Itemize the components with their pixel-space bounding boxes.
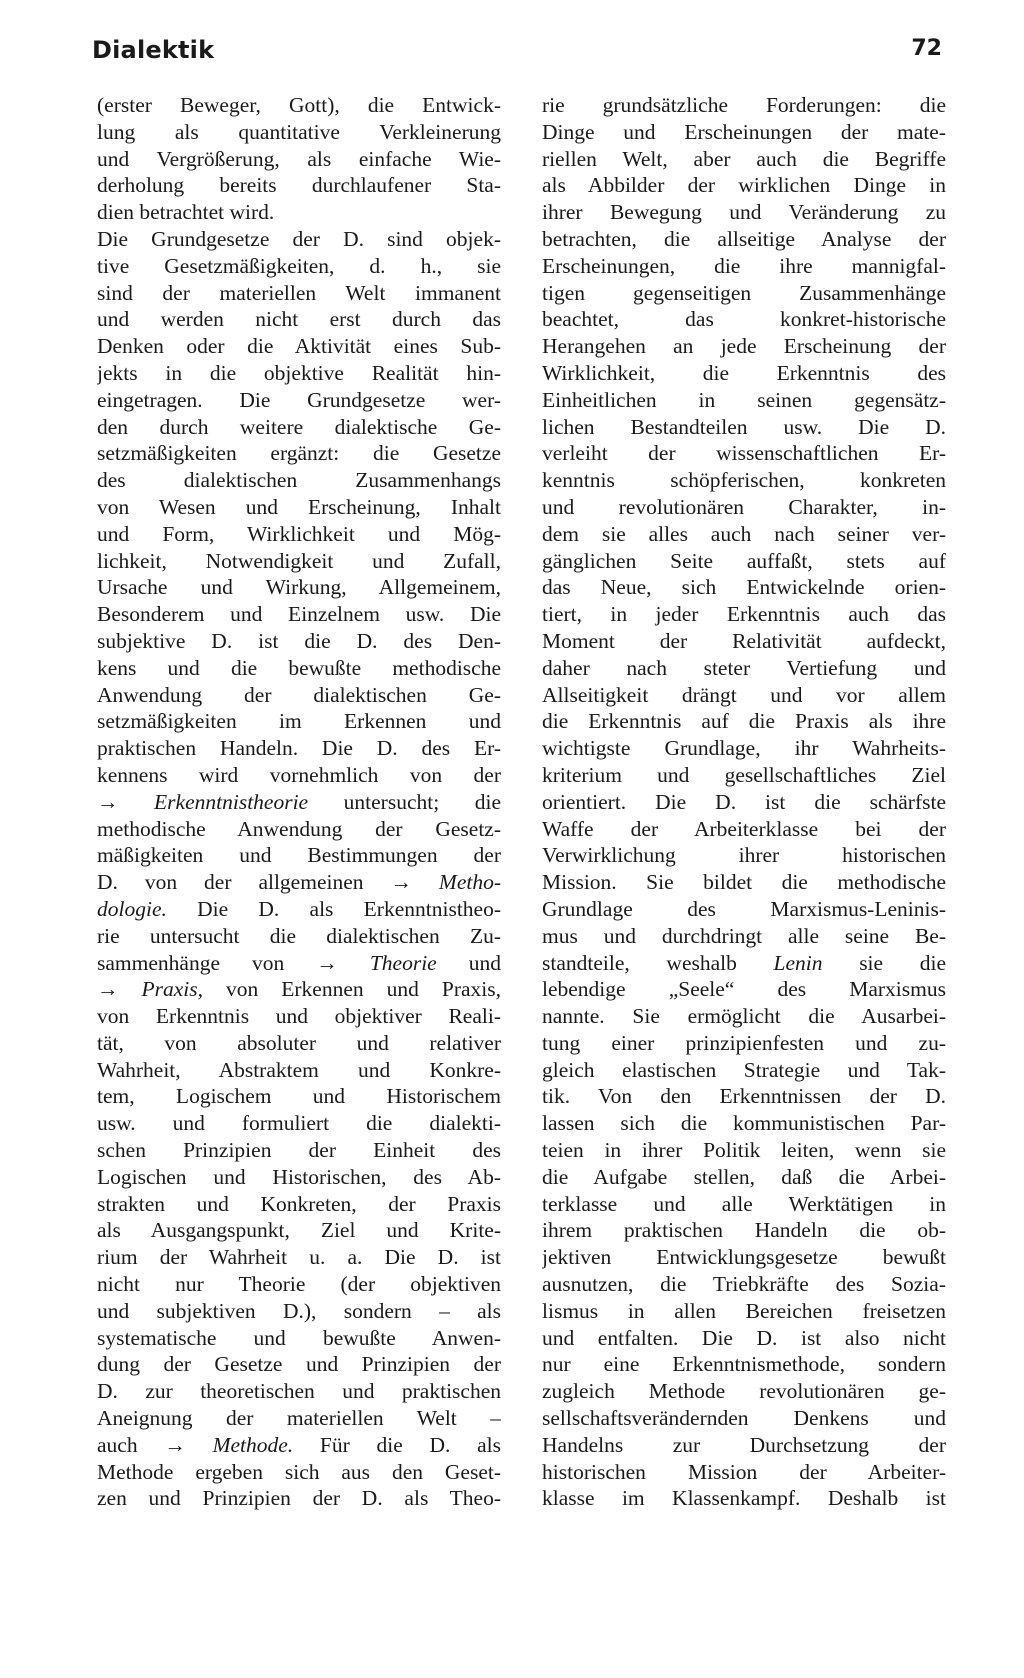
text-line: Wirklichkeit, die Erkenntnis des: [542, 360, 946, 385]
text-line: und Form, Wirklichkeit und Mög-: [97, 521, 501, 546]
text-line: praktischen Handeln. Die D. des Er-: [97, 736, 501, 761]
line-text: →: [97, 789, 155, 814]
text-line: klasse im Klassenkampf. Deshalb ist: [542, 1486, 946, 1511]
line-text: →: [97, 977, 142, 1002]
text-line: subjektive D. ist die D. des Den-: [97, 628, 501, 653]
cross-reference-term[interactable]: Methode.: [212, 1432, 294, 1457]
text-line: Die Grundgesetze der D. sind objek-: [97, 226, 501, 251]
text-line: jektiven Entwicklungsgesetze bewußt: [542, 1245, 946, 1270]
text-line: Methode ergeben sich aus den Geset-: [97, 1459, 501, 1484]
line-text: D. von der allgemeinen →: [97, 870, 439, 895]
text-line: [97, 869, 501, 896]
text-line: [97, 1432, 501, 1459]
text-line: gleich elastischen Strategie und Tak-: [542, 1057, 946, 1082]
text-line: lassen sich die kommunistischen Par-: [542, 1111, 946, 1136]
page-number: 72: [911, 36, 942, 61]
text-line: des dialektischen Zusammenhangs: [97, 468, 501, 493]
text-line: derholung bereits durchlaufener Sta-: [97, 173, 501, 198]
text-line: [97, 896, 501, 923]
text-line: Dinge und Erscheinungen der mate-: [542, 119, 946, 144]
line-text: auch →: [97, 1432, 213, 1457]
line-text: standteile, weshalb: [542, 950, 774, 975]
text-line: riellen Welt, aber auch die Begriffe: [542, 146, 946, 171]
text-line: Verwirklichung ihrer historischen: [542, 843, 946, 868]
text-line: kennens wird vornehmlich von der: [97, 762, 501, 787]
text-line: und revolutionären Charakter, in-: [542, 494, 946, 519]
text-line: betrachten, die allseitige Analyse der: [542, 226, 946, 251]
text-line: ihrem praktischen Handeln die ob-: [542, 1218, 946, 1243]
text-line: nannte. Sie ermöglicht die Ausarbei-: [542, 1004, 946, 1029]
text-line: Besonderem und Einzelnem usw. Die: [97, 602, 501, 627]
text-line: jekts in die objektive Realität hin-: [97, 360, 501, 385]
text-line: Einheitlichen in seinen gegensätz-: [542, 387, 946, 412]
text-line: (erster Beweger, Gott), die Entwick-: [97, 93, 501, 117]
text-line: Denken oder die Aktivität eines Sub-: [97, 334, 501, 359]
line-text: sie die: [822, 950, 946, 975]
text-line: strakten und Konkreten, der Praxis: [97, 1191, 501, 1216]
text-line: beachtet, das konkret-historische: [542, 307, 946, 332]
text-line: dien betrachtet wird.: [97, 200, 275, 225]
line-text: sammenhänge von →: [97, 950, 370, 975]
text-line: ausnutzen, die Triebkräfte des Sozia-: [542, 1272, 946, 1297]
text-line: usw. und formuliert die dialekti-: [97, 1111, 501, 1136]
text-line: rie untersucht die dialektischen Zu-: [97, 923, 501, 948]
cross-reference-term[interactable]: Erkenntnistheorie: [154, 789, 309, 814]
text-line: rie grundsätzliche Forderungen: die: [542, 93, 946, 117]
text-line: von Erkenntnis und objektiver Reali-: [97, 1004, 501, 1029]
text-line: sellschaftsverändernden Denkens und: [542, 1406, 946, 1431]
text-line: terklasse und alle Werktätigen in: [542, 1191, 946, 1216]
text-line: Aneignung der materiellen Welt –: [97, 1406, 501, 1431]
left-text-column: [97, 92, 501, 1512]
text-line: lebendige „Seele“ des Marxismus: [542, 977, 946, 1002]
text-line: kriterium und gesellschaftliches Ziel: [542, 762, 946, 787]
text-line: als Ausgangspunkt, Ziel und Krite-: [97, 1218, 501, 1243]
text-line: verleiht der wissenschaftlichen Er-: [542, 441, 946, 466]
text-line: den durch weitere dialektische Ge-: [97, 414, 501, 439]
text-line: lung als quantitative Verkleinerung: [97, 119, 501, 144]
text-line: und subjektiven D.), sondern – als: [97, 1298, 501, 1323]
text-line: setzmäßigkeiten ergänzt: die Gesetze: [97, 441, 501, 466]
cross-reference-term[interactable]: dologie.: [97, 896, 167, 921]
text-line: zugleich Methode revolutionären ge-: [542, 1379, 946, 1404]
text-line: kens und die bewußte methodische: [97, 655, 501, 680]
text-line: lichen Bestandteilen usw. Die D.: [542, 414, 946, 439]
text-line: [97, 789, 501, 816]
text-line: lismus in allen Bereichen freisetzen: [542, 1298, 946, 1323]
text-line: Handelns zur Durchsetzung der: [542, 1432, 946, 1457]
text-line: ihrer Bewegung und Veränderung zu: [542, 200, 946, 225]
text-line: historischen Mission der Arbeiter-: [542, 1459, 946, 1484]
text-line: eingetragen. Die Grundgesetze wer-: [97, 387, 501, 412]
text-line: teien in ihrer Politik leiten, wenn sie: [542, 1138, 946, 1163]
right-text-column: [542, 92, 946, 1512]
text-line: setzmäßigkeiten im Erkennen und: [97, 709, 501, 734]
text-line: die Aufgabe stellen, daß die Arbei-: [542, 1164, 946, 1189]
line-text: Die D. als Erkenntnistheo-: [166, 896, 501, 921]
text-line: Wahrheit, Abstraktem und Konkre-: [97, 1057, 501, 1082]
cross-reference-term[interactable]: Theorie: [369, 950, 437, 975]
text-line: Moment der Relativität aufdeckt,: [542, 628, 946, 653]
text-line: D. zur theoretischen und praktischen: [97, 1379, 501, 1404]
text-line: Waffe der Arbeiterklasse bei der: [542, 816, 946, 841]
text-line: schen Prinzipien der Einheit des: [97, 1138, 501, 1163]
text-line: Allseitigkeit drängt und vor allem: [542, 682, 946, 707]
running-head-title: Dialektik: [92, 36, 215, 64]
text-line: mäßigkeiten und Bestimmungen der: [97, 843, 501, 868]
text-line: Grundlage des Marxismus-Leninis-: [542, 896, 946, 921]
text-line: und werden nicht erst durch das: [97, 307, 501, 332]
text-line: tung einer prinzipienfesten und zu-: [542, 1030, 946, 1055]
text-line: gänglichen Seite auffaßt, stets auf: [542, 548, 946, 573]
text-line: Ursache und Wirkung, Allgemeinem,: [97, 575, 501, 600]
text-line: tive Gesetzmäßigkeiten, d. h., sie: [97, 253, 501, 278]
line-text: Für die D. als: [293, 1432, 501, 1457]
text-line: nur eine Erkenntnismethode, sondern: [542, 1352, 946, 1377]
text-line: [542, 950, 946, 977]
text-line: systematische und bewußte Anwen-: [97, 1325, 501, 1350]
text-line: tigen gegenseitigen Zusammenhänge: [542, 280, 946, 305]
text-line: daher nach steter Vertiefung und: [542, 655, 946, 680]
cross-reference-term[interactable]: Metho-: [438, 870, 501, 895]
line-text: von Erkennen und Praxis,: [203, 977, 501, 1002]
text-line: sind der materiellen Welt immanent: [97, 280, 501, 305]
text-line: tiert, in jeder Erkenntnis auch das: [542, 602, 946, 627]
text-line: Anwendung der dialektischen Ge-: [97, 682, 501, 707]
text-line: dem sie alles auch nach seiner ver-: [542, 521, 946, 546]
text-line: Mission. Sie bildet die methodische: [542, 870, 946, 895]
text-line: als Abbilder der wirklichen Dinge in: [542, 173, 946, 198]
text-line: lichkeit, Notwendigkeit und Zufall,: [97, 548, 501, 573]
cross-reference-term[interactable]: Praxis,: [141, 977, 204, 1002]
text-line: nicht nur Theorie (der objektiven: [97, 1272, 501, 1297]
text-line: von Wesen und Erscheinung, Inhalt: [97, 494, 501, 519]
text-line: Herangehen an jede Erscheinung der: [542, 334, 946, 359]
text-line: [97, 976, 501, 1003]
text-line: Logischen und Historischen, des Ab-: [97, 1164, 501, 1189]
text-line: [97, 950, 501, 977]
cross-reference-term[interactable]: Lenin: [773, 950, 823, 975]
text-line: das Neue, sich Entwickelnde orien-: [542, 575, 946, 600]
text-line: tem, Logischem und Historischem: [97, 1084, 501, 1109]
text-line: orientiert. Die D. ist die schärfste: [542, 789, 946, 814]
text-line: die Erkenntnis auf die Praxis als ihre: [542, 709, 946, 734]
text-line: und entfalten. Die D. ist also nicht: [542, 1325, 946, 1350]
text-line: dung der Gesetze und Prinzipien der: [97, 1352, 501, 1377]
line-text: untersucht; die: [308, 789, 501, 814]
page-header: [92, 36, 942, 76]
text-line: mus und durchdringt alle seine Be-: [542, 923, 946, 948]
text-line: methodische Anwendung der Gesetz-: [97, 816, 501, 841]
text-line: zen und Prinzipien der D. als Theo-: [97, 1486, 501, 1511]
text-line: rium der Wahrheit u. a. Die D. ist: [97, 1245, 501, 1270]
text-line: tik. Von den Erkenntnissen der D.: [542, 1084, 946, 1109]
text-line: und Vergrößerung, als einfache Wie-: [97, 146, 501, 171]
text-line: tät, von absoluter und relativer: [97, 1030, 501, 1055]
line-text: und: [436, 950, 501, 975]
text-line: kenntnis schöpferischen, konkreten: [542, 468, 946, 493]
text-line: wichtigste Grundlage, ihr Wahrheits-: [542, 736, 946, 761]
text-line: Erscheinungen, die ihre mannigfal-: [542, 253, 946, 278]
